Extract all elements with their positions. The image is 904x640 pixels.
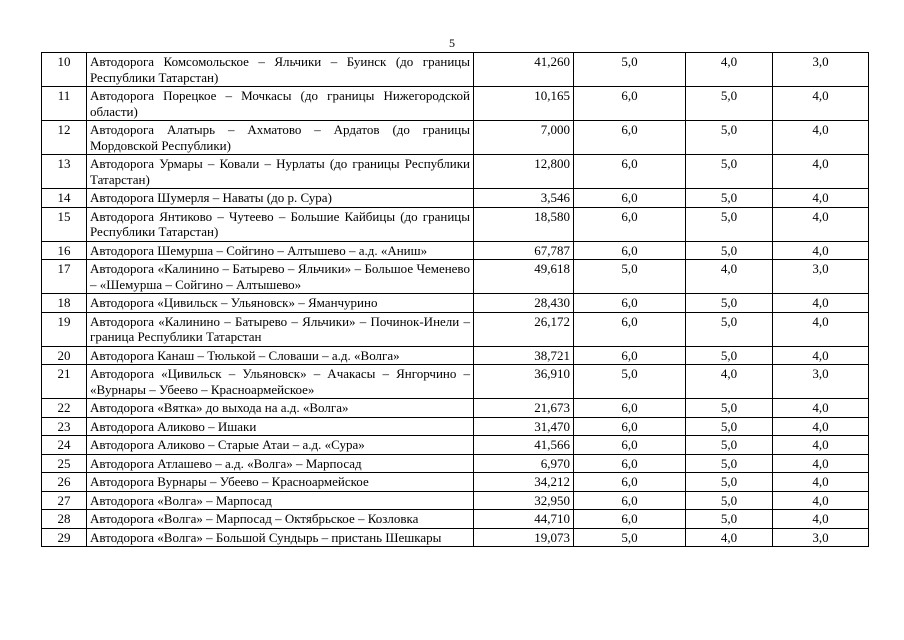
value-column-2-cell: 5,0 bbox=[686, 473, 773, 492]
value-column-3-cell: 3,0 bbox=[773, 53, 869, 87]
row-number-cell: 16 bbox=[42, 241, 87, 260]
table-row bbox=[42, 312, 869, 346]
table-row bbox=[42, 87, 869, 121]
road-name-cell: Автодорога «Волга» – Большой Сундырь – пристань Шешкары bbox=[87, 528, 474, 547]
value-column-1-cell: 6,0 bbox=[574, 510, 686, 529]
table-row bbox=[42, 473, 869, 492]
table-row bbox=[42, 155, 869, 189]
roads-table-body bbox=[42, 53, 869, 547]
table-row bbox=[42, 121, 869, 155]
row-number-cell: 22 bbox=[42, 399, 87, 418]
table-row bbox=[42, 454, 869, 473]
row-number-cell: 26 bbox=[42, 473, 87, 492]
row-number-cell: 13 bbox=[42, 155, 87, 189]
road-length-cell: 12,800 bbox=[474, 155, 574, 189]
value-column-2-cell: 5,0 bbox=[686, 155, 773, 189]
value-column-1-cell: 6,0 bbox=[574, 473, 686, 492]
road-name-cell: Автодорога Канаш – Тюлькой – Словаши – а.д. «Волга» bbox=[87, 346, 474, 365]
value-column-2-cell: 4,0 bbox=[686, 260, 773, 294]
road-name-cell: Автодорога «Цивильск – Ульяновск» – Ачакасы – Янгорчино – «Вурнары – Убеево – Красноармейское» bbox=[87, 365, 474, 399]
value-column-3-cell: 4,0 bbox=[773, 312, 869, 346]
value-column-2-cell: 5,0 bbox=[686, 491, 773, 510]
road-length-cell: 3,546 bbox=[474, 189, 574, 208]
value-column-1-cell: 5,0 bbox=[574, 365, 686, 399]
row-number-cell: 18 bbox=[42, 294, 87, 313]
row-number-cell: 25 bbox=[42, 454, 87, 473]
road-length-cell: 34,212 bbox=[474, 473, 574, 492]
road-length-cell: 7,000 bbox=[474, 121, 574, 155]
value-column-2-cell: 5,0 bbox=[686, 312, 773, 346]
value-column-3-cell: 3,0 bbox=[773, 260, 869, 294]
value-column-2-cell: 5,0 bbox=[686, 399, 773, 418]
value-column-2-cell: 5,0 bbox=[686, 454, 773, 473]
value-column-1-cell: 6,0 bbox=[574, 189, 686, 208]
value-column-2-cell: 4,0 bbox=[686, 53, 773, 87]
value-column-1-cell: 6,0 bbox=[574, 241, 686, 260]
road-name-cell: Автодорога Аликово – Старые Атаи – а.д. «Сура» bbox=[87, 436, 474, 455]
road-length-cell: 18,580 bbox=[474, 207, 574, 241]
road-length-cell: 28,430 bbox=[474, 294, 574, 313]
row-number-cell: 20 bbox=[42, 346, 87, 365]
road-name-cell: Автодорога Шумерля – Наваты (до р. Сура) bbox=[87, 189, 474, 208]
table-row bbox=[42, 436, 869, 455]
row-number-cell: 12 bbox=[42, 121, 87, 155]
road-name-cell: Автодорога Аликово – Ишаки bbox=[87, 417, 474, 436]
row-number-cell: 23 bbox=[42, 417, 87, 436]
row-number-cell: 19 bbox=[42, 312, 87, 346]
road-name-cell: Автодорога Атлашево – а.д. «Волга» – Марпосад bbox=[87, 454, 474, 473]
road-length-cell: 41,566 bbox=[474, 436, 574, 455]
value-column-3-cell: 4,0 bbox=[773, 417, 869, 436]
value-column-1-cell: 6,0 bbox=[574, 155, 686, 189]
value-column-1-cell: 5,0 bbox=[574, 528, 686, 547]
road-length-cell: 10,165 bbox=[474, 87, 574, 121]
road-length-cell: 44,710 bbox=[474, 510, 574, 529]
value-column-1-cell: 6,0 bbox=[574, 454, 686, 473]
road-length-cell: 32,950 bbox=[474, 491, 574, 510]
table-row bbox=[42, 53, 869, 87]
value-column-2-cell: 5,0 bbox=[686, 346, 773, 365]
road-name-cell: Автодорога Алатырь – Ахматово – Ардатов (до границы Мордовской Республики) bbox=[87, 121, 474, 155]
road-length-cell: 31,470 bbox=[474, 417, 574, 436]
value-column-1-cell: 6,0 bbox=[574, 294, 686, 313]
row-number-cell: 24 bbox=[42, 436, 87, 455]
road-name-cell: Автодорога «Вятка» до выхода на а.д. «Волга» bbox=[87, 399, 474, 418]
row-number-cell: 27 bbox=[42, 491, 87, 510]
table-row bbox=[42, 207, 869, 241]
road-name-cell: Автодорога «Калинино – Батырево – Яльчики» – Починок-Инели – граница Республики Татарстан bbox=[87, 312, 474, 346]
value-column-2-cell: 4,0 bbox=[686, 528, 773, 547]
table-row bbox=[42, 189, 869, 208]
road-name-cell: Автодорога «Цивильск – Ульяновск» – Яманчурино bbox=[87, 294, 474, 313]
road-name-cell: Автодорога Порецкое – Мочкасы (до границы Нижегородской области) bbox=[87, 87, 474, 121]
value-column-1-cell: 6,0 bbox=[574, 121, 686, 155]
table-row bbox=[42, 294, 869, 313]
table-row bbox=[42, 510, 869, 529]
value-column-1-cell: 6,0 bbox=[574, 436, 686, 455]
value-column-3-cell: 4,0 bbox=[773, 294, 869, 313]
value-column-1-cell: 6,0 bbox=[574, 399, 686, 418]
row-number-cell: 14 bbox=[42, 189, 87, 208]
road-length-cell: 38,721 bbox=[474, 346, 574, 365]
road-name-cell: Автодорога Урмары – Ковали – Нурлаты (до границы Республики Татарстан) bbox=[87, 155, 474, 189]
value-column-1-cell: 6,0 bbox=[574, 346, 686, 365]
value-column-2-cell: 5,0 bbox=[686, 189, 773, 208]
row-number-cell: 28 bbox=[42, 510, 87, 529]
road-name-cell: Автодорога Комсомольское – Яльчики – Буинск (до границы Республики Татарстан) bbox=[87, 53, 474, 87]
value-column-3-cell: 4,0 bbox=[773, 155, 869, 189]
value-column-1-cell: 6,0 bbox=[574, 87, 686, 121]
table-row bbox=[42, 346, 869, 365]
value-column-1-cell: 6,0 bbox=[574, 312, 686, 346]
value-column-3-cell: 4,0 bbox=[773, 491, 869, 510]
value-column-3-cell: 4,0 bbox=[773, 241, 869, 260]
value-column-2-cell: 5,0 bbox=[686, 121, 773, 155]
value-column-3-cell: 4,0 bbox=[773, 87, 869, 121]
value-column-3-cell: 4,0 bbox=[773, 454, 869, 473]
road-name-cell: Автодорога «Калинино – Батырево – Яльчики» – Большое Чеменево – «Шемурша – Сойгино – Алтышево» bbox=[87, 260, 474, 294]
value-column-3-cell: 3,0 bbox=[773, 365, 869, 399]
value-column-1-cell: 6,0 bbox=[574, 491, 686, 510]
road-length-cell: 36,910 bbox=[474, 365, 574, 399]
road-name-cell: Автодорога Шемурша – Сойгино – Алтышево – а.д. «Аниш» bbox=[87, 241, 474, 260]
road-length-cell: 67,787 bbox=[474, 241, 574, 260]
row-number-cell: 17 bbox=[42, 260, 87, 294]
road-name-cell: Автодорога «Волга» – Марпосад bbox=[87, 491, 474, 510]
value-column-3-cell: 4,0 bbox=[773, 436, 869, 455]
value-column-3-cell: 4,0 bbox=[773, 346, 869, 365]
value-column-3-cell: 4,0 bbox=[773, 473, 869, 492]
value-column-3-cell: 3,0 bbox=[773, 528, 869, 547]
value-column-3-cell: 4,0 bbox=[773, 189, 869, 208]
value-column-2-cell: 5,0 bbox=[686, 241, 773, 260]
road-length-cell: 26,172 bbox=[474, 312, 574, 346]
value-column-3-cell: 4,0 bbox=[773, 121, 869, 155]
value-column-1-cell: 6,0 bbox=[574, 207, 686, 241]
table-row bbox=[42, 260, 869, 294]
table-row bbox=[42, 528, 869, 547]
road-name-cell: Автодорога Вурнары – Убеево – Красноармейское bbox=[87, 473, 474, 492]
road-length-cell: 6,970 bbox=[474, 454, 574, 473]
road-length-cell: 19,073 bbox=[474, 528, 574, 547]
table-row bbox=[42, 399, 869, 418]
value-column-3-cell: 4,0 bbox=[773, 207, 869, 241]
road-length-cell: 49,618 bbox=[474, 260, 574, 294]
value-column-2-cell: 4,0 bbox=[686, 365, 773, 399]
page-number: 5 bbox=[449, 36, 455, 50]
row-number-cell: 29 bbox=[42, 528, 87, 547]
row-number-cell: 10 bbox=[42, 53, 87, 87]
value-column-1-cell: 5,0 bbox=[574, 260, 686, 294]
value-column-2-cell: 5,0 bbox=[686, 510, 773, 529]
value-column-2-cell: 5,0 bbox=[686, 87, 773, 121]
value-column-2-cell: 5,0 bbox=[686, 417, 773, 436]
row-number-cell: 11 bbox=[42, 87, 87, 121]
value-column-3-cell: 4,0 bbox=[773, 399, 869, 418]
value-column-2-cell: 5,0 bbox=[686, 436, 773, 455]
row-number-cell: 21 bbox=[42, 365, 87, 399]
table-row bbox=[42, 365, 869, 399]
table-row bbox=[42, 241, 869, 260]
value-column-1-cell: 5,0 bbox=[574, 53, 686, 87]
road-length-cell: 21,673 bbox=[474, 399, 574, 418]
value-column-3-cell: 4,0 bbox=[773, 510, 869, 529]
road-name-cell: Автодорога «Волга» – Марпосад – Октябрьское – Козловка bbox=[87, 510, 474, 529]
roads-table bbox=[41, 52, 869, 547]
value-column-2-cell: 5,0 bbox=[686, 207, 773, 241]
value-column-2-cell: 5,0 bbox=[686, 294, 773, 313]
table-row bbox=[42, 491, 869, 510]
road-name-cell: Автодорога Янтиково – Чутеево – Большие Кайбицы (до границы Республики Татарстан) bbox=[87, 207, 474, 241]
road-length-cell: 41,260 bbox=[474, 53, 574, 87]
table-row bbox=[42, 417, 869, 436]
value-column-1-cell: 6,0 bbox=[574, 417, 686, 436]
row-number-cell: 15 bbox=[42, 207, 87, 241]
